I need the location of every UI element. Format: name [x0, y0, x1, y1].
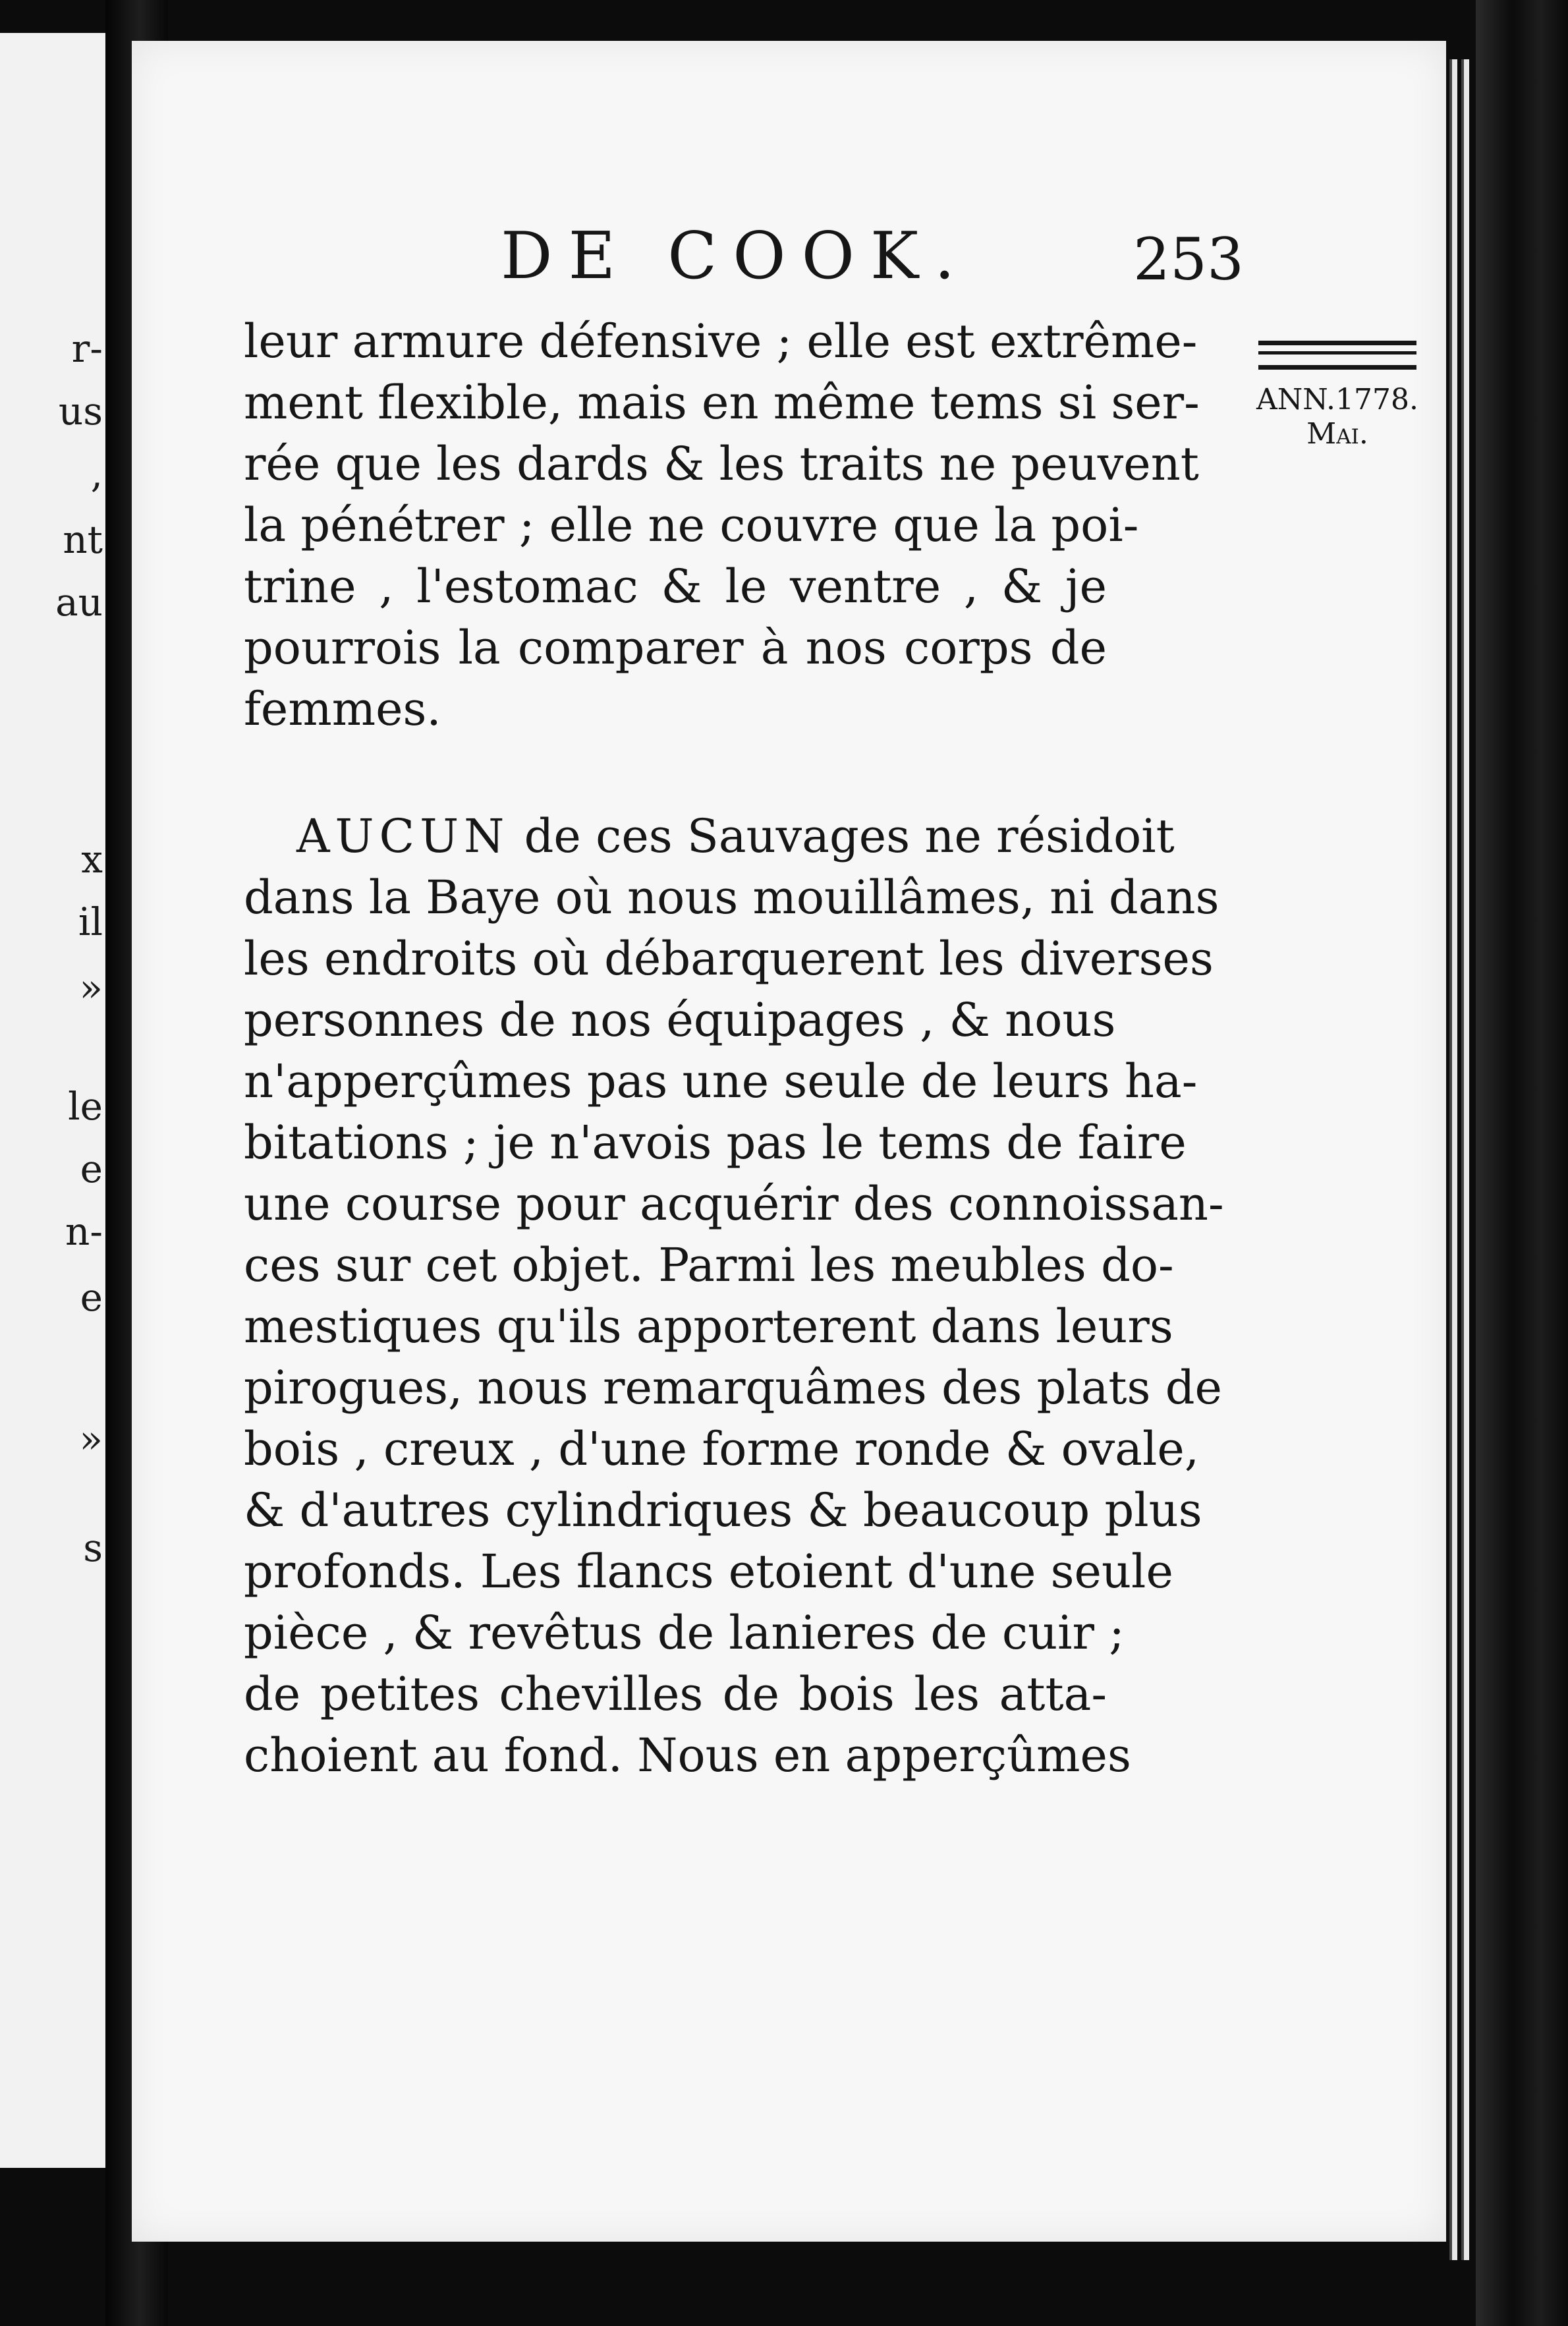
facing-page-text: r- — [71, 326, 103, 371]
facing-page-text: n- — [65, 1209, 103, 1254]
page-header — [501, 219, 1244, 311]
facing-page-text: le — [68, 1084, 103, 1129]
text-line: pirogues, nous remarquâmes des plats de — [244, 1361, 1222, 1415]
facing-page-text: us — [58, 389, 103, 434]
text-line: une course pour acquérir des connoissan- — [244, 1177, 1224, 1231]
text-line: & d'autres cylindriques & beaucoup plus — [244, 1483, 1202, 1537]
page-edge — [1461, 59, 1469, 2260]
text-line: femmes. — [244, 682, 441, 736]
paragraph-opening-line — [244, 806, 1175, 867]
margin-note — [1245, 341, 1430, 451]
text-line: ces sur cet objet. Parmi les meubles do- — [244, 1238, 1174, 1292]
facing-page-text: e — [80, 1275, 103, 1320]
margin-month: Mai. — [1306, 417, 1368, 451]
text-line: profonds. Les flancs etoient d'une seule — [244, 1545, 1173, 1599]
text-line: pourrois la comparer à nos corps de — [244, 621, 1107, 675]
text-line: choient au fond. Nous en apperçûmes — [244, 1728, 1131, 1782]
facing-page-text: il — [78, 899, 103, 944]
first-line-text: de ces Sauvages ne résidoit — [524, 809, 1175, 863]
facing-page-text: , — [90, 451, 103, 496]
body-text — [244, 311, 1224, 1786]
facing-page-text: e — [80, 1147, 103, 1191]
text-line: dans la Baye où nous mouillâmes, ni dans — [244, 870, 1219, 924]
text-line: trine , l'estomac & le ventre , & je — [244, 559, 1107, 613]
text-line: la pénétrer ; elle ne couvre que la poi- — [244, 498, 1139, 552]
book-page — [132, 41, 1446, 2242]
text-line: ment flexible, mais en même tems si ser- — [244, 376, 1200, 430]
text-line: personnes de nos équipages , & nous — [244, 993, 1116, 1047]
text-line: leur armure défensive ; elle est extrême- — [244, 314, 1198, 368]
facing-page-text: au — [55, 580, 103, 625]
text-line: bois , creux , d'une forme ronde & ovale, — [244, 1422, 1200, 1476]
facing-page-text: » — [79, 965, 103, 1010]
paragraph-gap — [244, 740, 1107, 806]
text-line: n'apperçûmes pas une seule de leurs ha- — [244, 1054, 1198, 1108]
text-line: pièce , & revêtus de lanieres de cuir ; — [244, 1606, 1125, 1660]
margin-rule — [1258, 341, 1416, 370]
text-line: les endroits où débarquerent les diverses — [244, 932, 1214, 986]
text-line: de petites chevilles de bois les atta- — [244, 1667, 1107, 1721]
running-head: DE COOK. — [501, 219, 971, 294]
book-edge-shadow — [1476, 0, 1568, 2326]
text-line: rée que les dards & les traits ne peuvent — [244, 437, 1199, 491]
page-edge — [1449, 59, 1457, 2260]
facing-page-fragment — [0, 33, 109, 2168]
text-line: bitations ; je n'avois pas le tems de faire — [244, 1116, 1187, 1170]
margin-year: ANN.1778. — [1256, 383, 1418, 416]
facing-page-text: s — [83, 1525, 103, 1570]
facing-page-text: x — [81, 837, 103, 882]
text-line: mestiques qu'ils apporterent dans leurs — [244, 1299, 1173, 1353]
facing-page-text: » — [79, 1417, 103, 1461]
page-number: 253 — [1133, 225, 1244, 293]
facing-page-text: nt — [63, 517, 103, 562]
drop-word: AUCUN — [296, 809, 510, 863]
